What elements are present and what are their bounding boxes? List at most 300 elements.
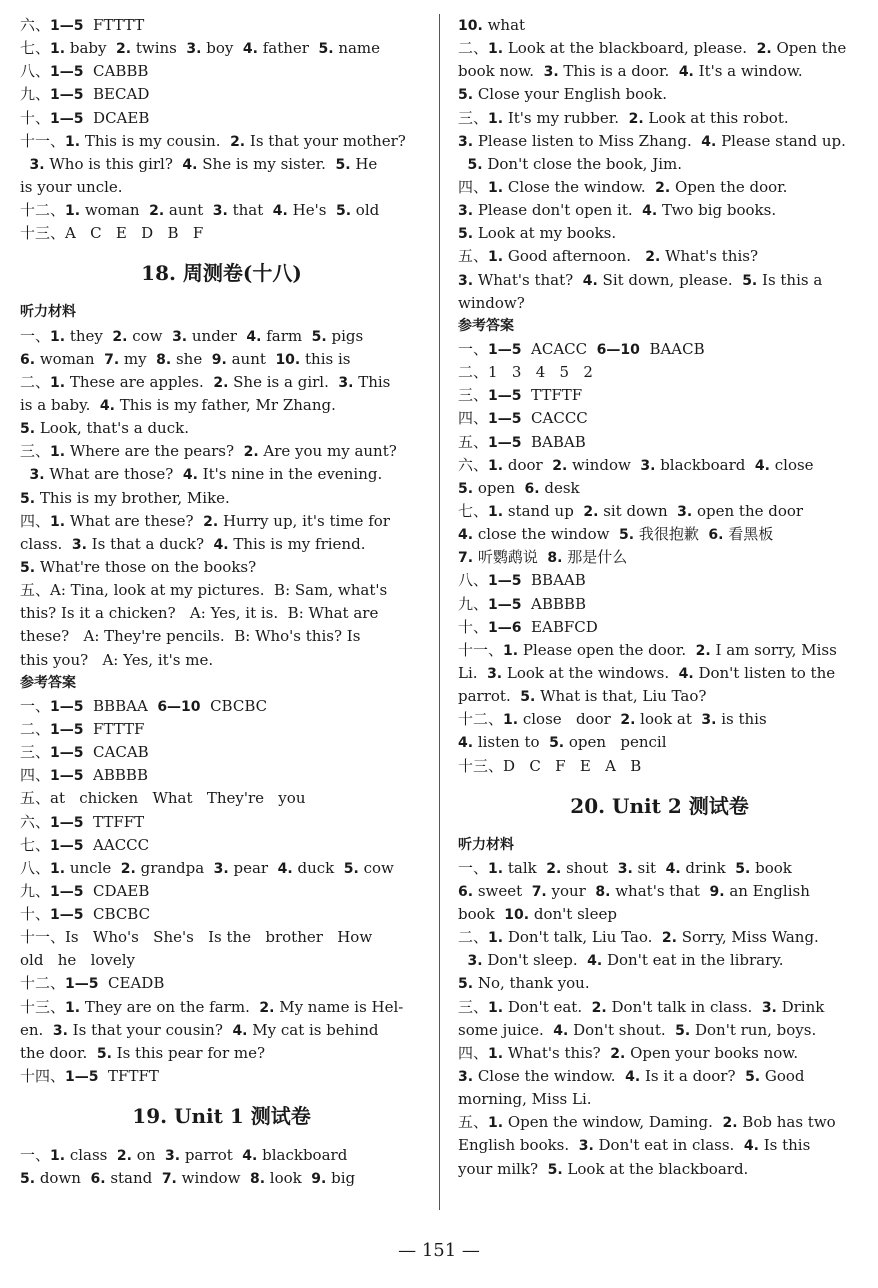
text-line: [458, 107, 861, 130]
item-number: 2.: [243, 444, 259, 461]
text-segment: Sorry, Miss Wang.: [676, 928, 819, 947]
item-number: 3.: [212, 203, 228, 220]
text-line: [20, 972, 423, 995]
item-number: 3.: [213, 860, 229, 877]
text-segment: old: [351, 201, 380, 220]
item-number: 5.: [619, 527, 635, 544]
item-number: 2.: [756, 41, 772, 58]
text-line: [20, 949, 423, 972]
item-number: 3.: [467, 953, 483, 970]
item-number: 1—5: [488, 434, 522, 451]
subsection-heading: [20, 301, 423, 324]
text-segment: open pencil: [564, 733, 667, 752]
text-line: [458, 926, 861, 949]
item-number: 1—5: [50, 883, 84, 900]
item-number: 4.: [232, 1022, 248, 1039]
text-line: [20, 903, 423, 926]
item-number: 5.: [20, 490, 36, 507]
text-segment: 九、: [20, 85, 51, 104]
item-number: 5.: [311, 328, 327, 345]
text-segment: FTTTF: [83, 719, 145, 738]
text-segment: 七、: [20, 835, 51, 854]
text-line: [458, 857, 861, 880]
text-segment: boy: [201, 39, 243, 58]
text-line: [458, 949, 861, 972]
item-number: 3.: [458, 133, 474, 150]
item-number: 4.: [625, 1069, 641, 1086]
text-segment: this? Is it a chicken? A: Yes, it is. B: What are: [20, 604, 379, 623]
text-segment: Bob has two: [737, 1113, 836, 1132]
text-segment: TTFFT: [83, 812, 145, 831]
text-line: [458, 1065, 861, 1088]
item-number: 2.: [591, 999, 607, 1016]
item-number: 7.: [161, 1171, 177, 1188]
text-line: [458, 546, 861, 569]
text-line: [20, 926, 423, 949]
text-line: [458, 454, 861, 477]
text-segment: TTFTF: [521, 386, 583, 405]
item-number: 10.: [504, 907, 530, 924]
item-number: 1—5: [50, 87, 84, 104]
section-title: [458, 778, 861, 834]
text-segment: Hurry up, it's time for: [218, 511, 390, 530]
text-segment: Look at the blackboard.: [562, 1159, 749, 1178]
item-number: 2.: [116, 41, 132, 58]
text-segment: 三、: [458, 108, 489, 127]
item-number: 1—5: [50, 18, 84, 34]
text-segment: 六、: [20, 812, 51, 831]
text-segment: baby: [65, 39, 117, 58]
text-segment: Is it a door?: [640, 1067, 746, 1086]
item-number: 4.: [678, 64, 694, 81]
text-segment: 八、: [20, 62, 51, 81]
text-segment: blackboard: [257, 1146, 348, 1165]
text-segment: BAACB: [639, 339, 705, 358]
text-segment: BBAAB: [521, 571, 586, 590]
text-segment: blackboard: [655, 455, 755, 474]
text-segment: 二、: [458, 39, 489, 58]
text-segment: woman: [35, 349, 105, 368]
text-segment: Don't close the book, Jim.: [482, 154, 683, 173]
text-line: [458, 1111, 861, 1134]
text-line: [20, 463, 423, 486]
text-segment: 二、: [458, 928, 489, 947]
text-segment: 八、: [20, 858, 51, 877]
text-line: [458, 996, 861, 1019]
item-number: 5.: [549, 735, 565, 752]
text-segment: Look at this robot.: [643, 108, 789, 127]
text-segment: Look at the blackboard, please.: [503, 39, 757, 58]
item-number: 2.: [546, 860, 562, 877]
text-segment: They are on the farm.: [80, 997, 260, 1016]
text-segment: some juice.: [458, 1020, 554, 1039]
text-segment: Is this a: [757, 270, 823, 289]
page-number: — 151 —: [398, 1240, 480, 1261]
item-number: 4.: [458, 527, 474, 544]
item-number: 4.: [242, 1148, 258, 1165]
section-title: [20, 1088, 423, 1144]
text-line: [20, 325, 423, 348]
text-segment: BBBAA: [83, 696, 158, 715]
item-number: 1—5: [50, 745, 84, 762]
text-line: [20, 1144, 423, 1167]
text-segment: It's nine in the evening.: [197, 465, 383, 484]
text-line: [20, 176, 423, 199]
text-segment: book: [750, 858, 792, 877]
column-divider: [439, 14, 440, 1210]
text-segment: your milk?: [458, 1159, 548, 1178]
text-segment: What is that, Liu Tao?: [535, 687, 707, 706]
text-line: [458, 1088, 861, 1111]
text-segment: Don't eat in the library.: [602, 951, 784, 970]
item-number: 8.: [595, 883, 611, 900]
text-segment: book: [458, 905, 505, 924]
text-line: [20, 37, 423, 60]
text-segment: CACCC: [521, 409, 588, 428]
text-segment: she: [171, 349, 212, 368]
item-number: 3.: [761, 999, 777, 1016]
item-number: 8.: [249, 1171, 266, 1188]
left-column: [20, 14, 423, 1190]
text-segment: pear: [228, 858, 278, 877]
text-segment: 参考答案: [20, 674, 76, 691]
text-line: [458, 407, 861, 430]
text-line: [458, 880, 861, 903]
text-line: [458, 384, 861, 407]
item-number: 2.: [149, 203, 165, 220]
text-segment: He's: [287, 201, 336, 220]
text-line: [20, 556, 423, 579]
item-number: 3.: [458, 203, 474, 220]
item-number: 9.: [311, 1171, 327, 1188]
text-segment: aunt: [226, 349, 276, 368]
text-segment: Li.: [458, 663, 488, 682]
text-line: [458, 500, 861, 523]
text-segment: 十一、Is Who's She's Is the brother How: [20, 928, 373, 947]
text-segment: Close the window.: [503, 177, 656, 196]
text-segment: 十、: [20, 905, 51, 924]
text-segment: 六、: [20, 16, 51, 34]
item-number: 4.: [582, 272, 598, 289]
text-line: [20, 487, 423, 510]
text-segment: these? A: They're pencils. B: Who's this? Is: [20, 627, 361, 646]
item-number: 1.: [503, 642, 519, 659]
text-line: [20, 602, 423, 625]
item-number: 6.: [708, 527, 724, 544]
text-segment: It's my rubber.: [503, 108, 629, 127]
text-segment: ACACC: [521, 339, 597, 358]
item-number: 5.: [735, 860, 751, 877]
item-number: 9.: [709, 883, 725, 900]
text-line: [458, 1134, 861, 1157]
text-segment: is a baby.: [20, 395, 100, 414]
text-segment: BABAB: [521, 432, 586, 451]
text-line: [20, 440, 423, 463]
item-number: 3.: [71, 536, 87, 553]
text-line: [458, 60, 861, 83]
text-segment: 十二、: [458, 710, 504, 729]
item-number: 1—5: [50, 837, 84, 854]
text-segment: don't sleep: [529, 905, 617, 924]
text-segment: ABBBB: [83, 766, 148, 785]
item-number: 5.: [467, 156, 483, 173]
text-segment: [458, 155, 468, 173]
text-segment: 六、: [458, 455, 489, 474]
text-segment: Please don't open it.: [473, 201, 643, 220]
text-line: [458, 755, 861, 778]
text-line: [20, 153, 423, 176]
text-segment: This: [353, 372, 391, 391]
item-number: 3.: [52, 1022, 68, 1039]
text-segment: pigs: [326, 326, 364, 345]
text-line: [458, 83, 861, 106]
subsection-heading: [458, 315, 861, 338]
text-segment: What're those on the books?: [35, 557, 257, 576]
text-segment: Close the window.: [473, 1067, 626, 1086]
item-number: 1.: [50, 860, 66, 877]
text-segment: Sit down, please.: [597, 270, 743, 289]
text-segment: 三、: [458, 997, 489, 1016]
text-line: [458, 245, 861, 268]
text-segment: your: [546, 881, 596, 900]
text-line: [458, 477, 861, 500]
text-segment: 七、: [20, 39, 51, 58]
text-line: [458, 972, 861, 995]
text-segment: 一、: [20, 326, 51, 345]
item-number: 1.: [50, 41, 66, 58]
text-segment: book now.: [458, 62, 544, 81]
item-number: 1.: [50, 513, 66, 530]
item-number: 4.: [678, 665, 694, 682]
text-segment: CABBB: [83, 62, 149, 81]
item-number: 5.: [335, 203, 352, 220]
item-number: 1—5: [50, 814, 84, 831]
text-segment: My cat is behind: [247, 1020, 379, 1039]
text-line: [20, 417, 423, 440]
item-number: 4.: [277, 860, 293, 877]
item-number: 1—5: [488, 341, 522, 358]
item-number: 6—10: [596, 341, 640, 358]
text-segment: under: [187, 326, 247, 345]
text-segment: Open the: [771, 39, 847, 58]
item-number: 3.: [458, 1069, 474, 1086]
text-segment: parrot: [180, 1146, 243, 1165]
text-line: [458, 269, 861, 292]
text-segment: talk: [503, 858, 547, 877]
item-number: 3.: [29, 156, 45, 173]
text-segment: en.: [20, 1020, 53, 1039]
item-number: 5.: [742, 272, 758, 289]
text-segment: 三、: [458, 386, 489, 405]
item-number: 5.: [675, 1022, 691, 1039]
item-number: 1.: [488, 930, 504, 947]
text-segment: 三、: [20, 743, 51, 762]
text-segment: that: [227, 201, 273, 220]
text-segment: Who is this girl?: [44, 154, 183, 173]
text-segment: CACAB: [83, 743, 149, 762]
text-segment: [20, 155, 30, 173]
text-segment: stand up: [503, 501, 584, 520]
item-number: 5.: [20, 559, 36, 576]
item-number: 3.: [487, 665, 503, 682]
item-number: 5.: [20, 1171, 36, 1188]
text-line: [20, 649, 423, 672]
text-segment: 四、: [458, 177, 489, 196]
item-number: 1.: [50, 374, 66, 391]
text-segment: Look at my books.: [473, 224, 617, 243]
text-segment: 四、: [458, 1043, 489, 1062]
text-segment: Please open the door.: [518, 640, 696, 659]
item-number: 1.: [65, 133, 81, 150]
text-segment: farm: [261, 326, 312, 345]
text-segment: English books.: [458, 1136, 579, 1155]
item-number: 6.: [20, 351, 36, 368]
text-segment: 十三、: [20, 997, 66, 1016]
item-number: 10.: [275, 351, 301, 368]
text-line: [458, 222, 861, 245]
text-segment: the door.: [20, 1043, 97, 1062]
text-segment: Close your English book.: [473, 85, 668, 104]
text-line: [20, 996, 423, 1019]
text-segment: Don't run, boys.: [690, 1020, 817, 1039]
text-segment: What are those?: [44, 465, 183, 484]
text-segment: 十三、D C F E A B: [458, 756, 642, 775]
text-segment: 五、: [458, 432, 489, 451]
item-number: 1.: [488, 179, 504, 196]
item-number: 4.: [553, 1022, 569, 1039]
text-segment: drink: [680, 858, 736, 877]
text-segment: look at: [635, 710, 702, 729]
text-line: [458, 153, 861, 176]
text-line: [458, 431, 861, 454]
text-line: [20, 371, 423, 394]
text-segment: 三、: [20, 442, 51, 461]
item-number: 5.: [458, 226, 474, 243]
item-number: 1.: [488, 1045, 504, 1062]
text-segment: window: [176, 1169, 250, 1188]
text-segment: cow: [358, 858, 394, 877]
text-segment: What's that?: [473, 270, 583, 289]
text-segment: [458, 951, 468, 969]
text-line: [20, 348, 423, 371]
text-line: [458, 1019, 861, 1042]
item-number: 1.: [488, 41, 504, 58]
text-segment: close door: [518, 710, 621, 729]
item-number: 3.: [172, 328, 188, 345]
text-segment: Look, that's a duck.: [35, 419, 189, 438]
text-segment: morning, Miss Li.: [458, 1090, 592, 1109]
text-segment: 九、: [20, 881, 51, 900]
item-number: 4.: [242, 41, 258, 58]
item-number: 3.: [164, 1148, 181, 1165]
item-number: 5.: [458, 976, 474, 993]
text-segment: Is that a duck?: [86, 534, 214, 553]
item-number: 2.: [610, 1045, 626, 1062]
text-segment: What's this?: [503, 1043, 611, 1062]
text-segment: BECAD: [83, 85, 150, 104]
text-segment: Look at the windows.: [502, 663, 679, 682]
item-number: 1.: [65, 999, 81, 1016]
item-number: 4.: [587, 953, 603, 970]
text-segment: 十、: [20, 108, 51, 127]
text-line: [458, 37, 861, 60]
text-segment: 那是什么: [562, 548, 628, 567]
text-segment: this you? A: Yes, it's me.: [20, 650, 214, 669]
item-number: 2.: [259, 999, 275, 1016]
text-segment: 八、: [458, 571, 489, 590]
text-segment: DCAEB: [83, 108, 150, 127]
text-line: [458, 639, 861, 662]
item-number: 4.: [246, 328, 262, 345]
text-segment: These are apples.: [65, 372, 214, 391]
text-line: [20, 1042, 423, 1065]
text-line: [20, 107, 423, 130]
text-segment: look: [265, 1169, 312, 1188]
text-segment: sit: [632, 858, 666, 877]
text-segment: 19. Unit 1 测试卷: [132, 1104, 311, 1129]
text-line: [20, 510, 423, 533]
text-segment: 十二、: [20, 974, 66, 993]
item-number: 1—5: [488, 411, 522, 428]
text-segment: TFTFT: [98, 1067, 159, 1086]
text-segment: Good afternoon.: [503, 247, 646, 266]
text-segment: Is that your cousin?: [67, 1020, 233, 1039]
item-number: 2.: [661, 930, 677, 947]
item-number: 2.: [628, 110, 644, 127]
item-number: 9.: [211, 351, 227, 368]
item-number: 1.: [65, 203, 81, 220]
text-segment: This is my father, Mr Zhang.: [114, 395, 336, 414]
text-line: [458, 130, 861, 153]
text-segment: 一、: [458, 339, 489, 358]
text-segment: What are these?: [65, 511, 204, 530]
text-segment: class: [65, 1146, 117, 1165]
item-number: 3.: [617, 860, 633, 877]
text-segment: Don't talk, Liu Tao.: [503, 928, 662, 947]
item-number: 1—5: [488, 573, 522, 590]
text-line: [20, 811, 423, 834]
text-segment: This is a door.: [558, 62, 679, 81]
text-segment: window: [567, 455, 641, 474]
item-number: 2.: [120, 860, 136, 877]
text-line: [20, 579, 423, 602]
item-number: 1.: [488, 1115, 504, 1132]
text-segment: woman: [80, 201, 150, 220]
item-number: 2.: [583, 503, 599, 520]
item-number: 2.: [230, 133, 246, 150]
item-number: 1—5: [488, 596, 522, 613]
text-segment: AACCC: [83, 835, 150, 854]
item-number: 1—5: [50, 64, 84, 81]
text-segment: My name is Hel-: [274, 997, 404, 1016]
text-segment: what's that: [610, 881, 710, 900]
text-line: [458, 361, 861, 384]
text-segment: cow: [127, 326, 173, 345]
item-number: 1—5: [50, 110, 84, 127]
text-segment: open the door: [692, 501, 804, 520]
text-line: [20, 764, 423, 787]
text-line: [20, 199, 423, 222]
item-number: 5.: [520, 689, 536, 706]
text-segment: This is my brother, Mike.: [35, 488, 230, 507]
text-segment: 十二、: [20, 201, 66, 220]
text-segment: uncle: [65, 858, 121, 877]
text-segment: 二、: [20, 719, 51, 738]
item-number: 3.: [701, 712, 717, 729]
text-line: [20, 394, 423, 417]
text-segment: EABFCD: [521, 617, 598, 636]
text-segment: It's a window.: [693, 62, 803, 81]
